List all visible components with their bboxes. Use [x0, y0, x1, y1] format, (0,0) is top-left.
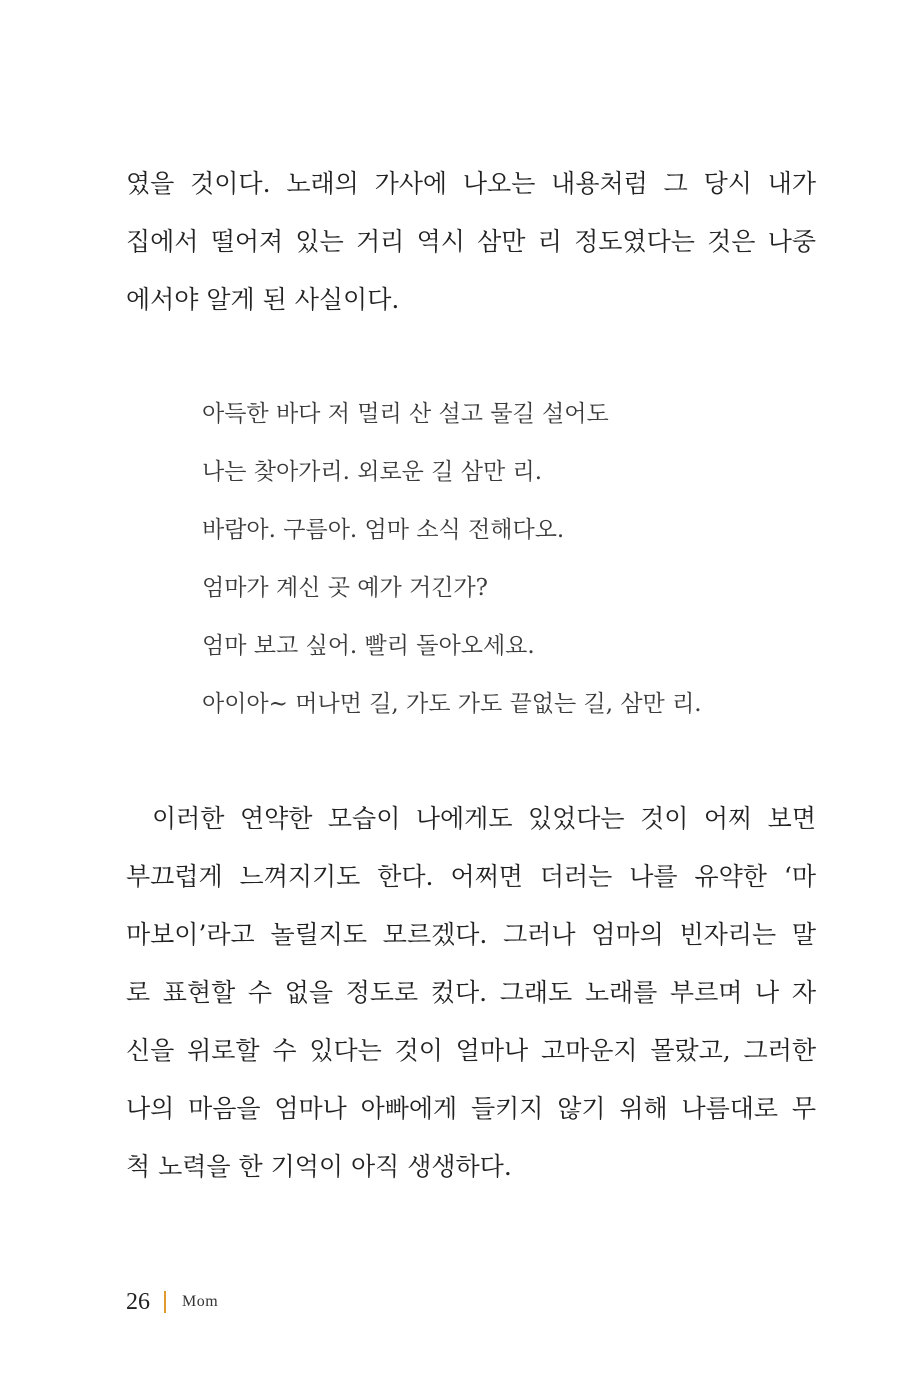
- page-number: 26: [126, 1288, 150, 1315]
- intro-line: 집에서 떨어져 있는 거리 역시 삼만 리 정도였다는 것은 나중: [126, 227, 816, 256]
- body-line: 척 노력을 한 기억이 아직 생생하다.: [126, 1152, 512, 1181]
- lyric-line: 나는 찾아가리. 외로운 길 삼만 리.: [202, 459, 543, 485]
- intro-line: 였을 것이다. 노래의 가사에 나오는 내용처럼 그 당시 내가: [126, 169, 816, 198]
- lyric-line: 바람아. 구름아. 엄마 소식 전해다오.: [202, 517, 565, 543]
- body-line: 로 표현할 수 없을 정도로 컸다. 그래도 노래를 부르며 나 자: [126, 978, 816, 1007]
- lyric-line: 아이아~ 머나먼 길, 가도 가도 끝없는 길, 삼만 리.: [202, 691, 702, 717]
- lyric-line: 아득한 바다 저 멀리 산 설고 물길 설어도: [202, 401, 609, 427]
- running-title: Mom: [182, 1293, 219, 1310]
- intro-paragraph: [126, 155, 816, 329]
- lyric-line: 엄마가 계신 곳 예가 거긴가?: [202, 575, 488, 601]
- body-line: 이러한 연약한 모습이 나에게도 있었다는 것이 어찌 보면: [152, 804, 816, 833]
- footer-divider: [164, 1291, 166, 1313]
- body-line: 부끄럽게 느껴지기도 한다. 어쩌면 더러는 나를 유약한 ‘마: [126, 862, 816, 891]
- body-paragraph: [126, 790, 816, 1196]
- lyric-line: 엄마 보고 싶어. 빨리 돌아오세요.: [202, 633, 535, 659]
- intro-line: 에서야 알게 된 사실이다.: [126, 285, 400, 314]
- body-line: 신을 위로할 수 있다는 것이 얼마나 고마운지 몰랐고, 그러한: [126, 1036, 816, 1065]
- body-line: 마보이’라고 놀릴지도 모르겠다. 그러나 엄마의 빈자리는 말: [126, 920, 816, 949]
- body-line: 나의 마음을 엄마나 아빠에게 들키지 않기 위해 나름대로 무: [126, 1094, 816, 1123]
- page-footer: [126, 1284, 218, 1320]
- song-lyrics-block: [202, 385, 802, 733]
